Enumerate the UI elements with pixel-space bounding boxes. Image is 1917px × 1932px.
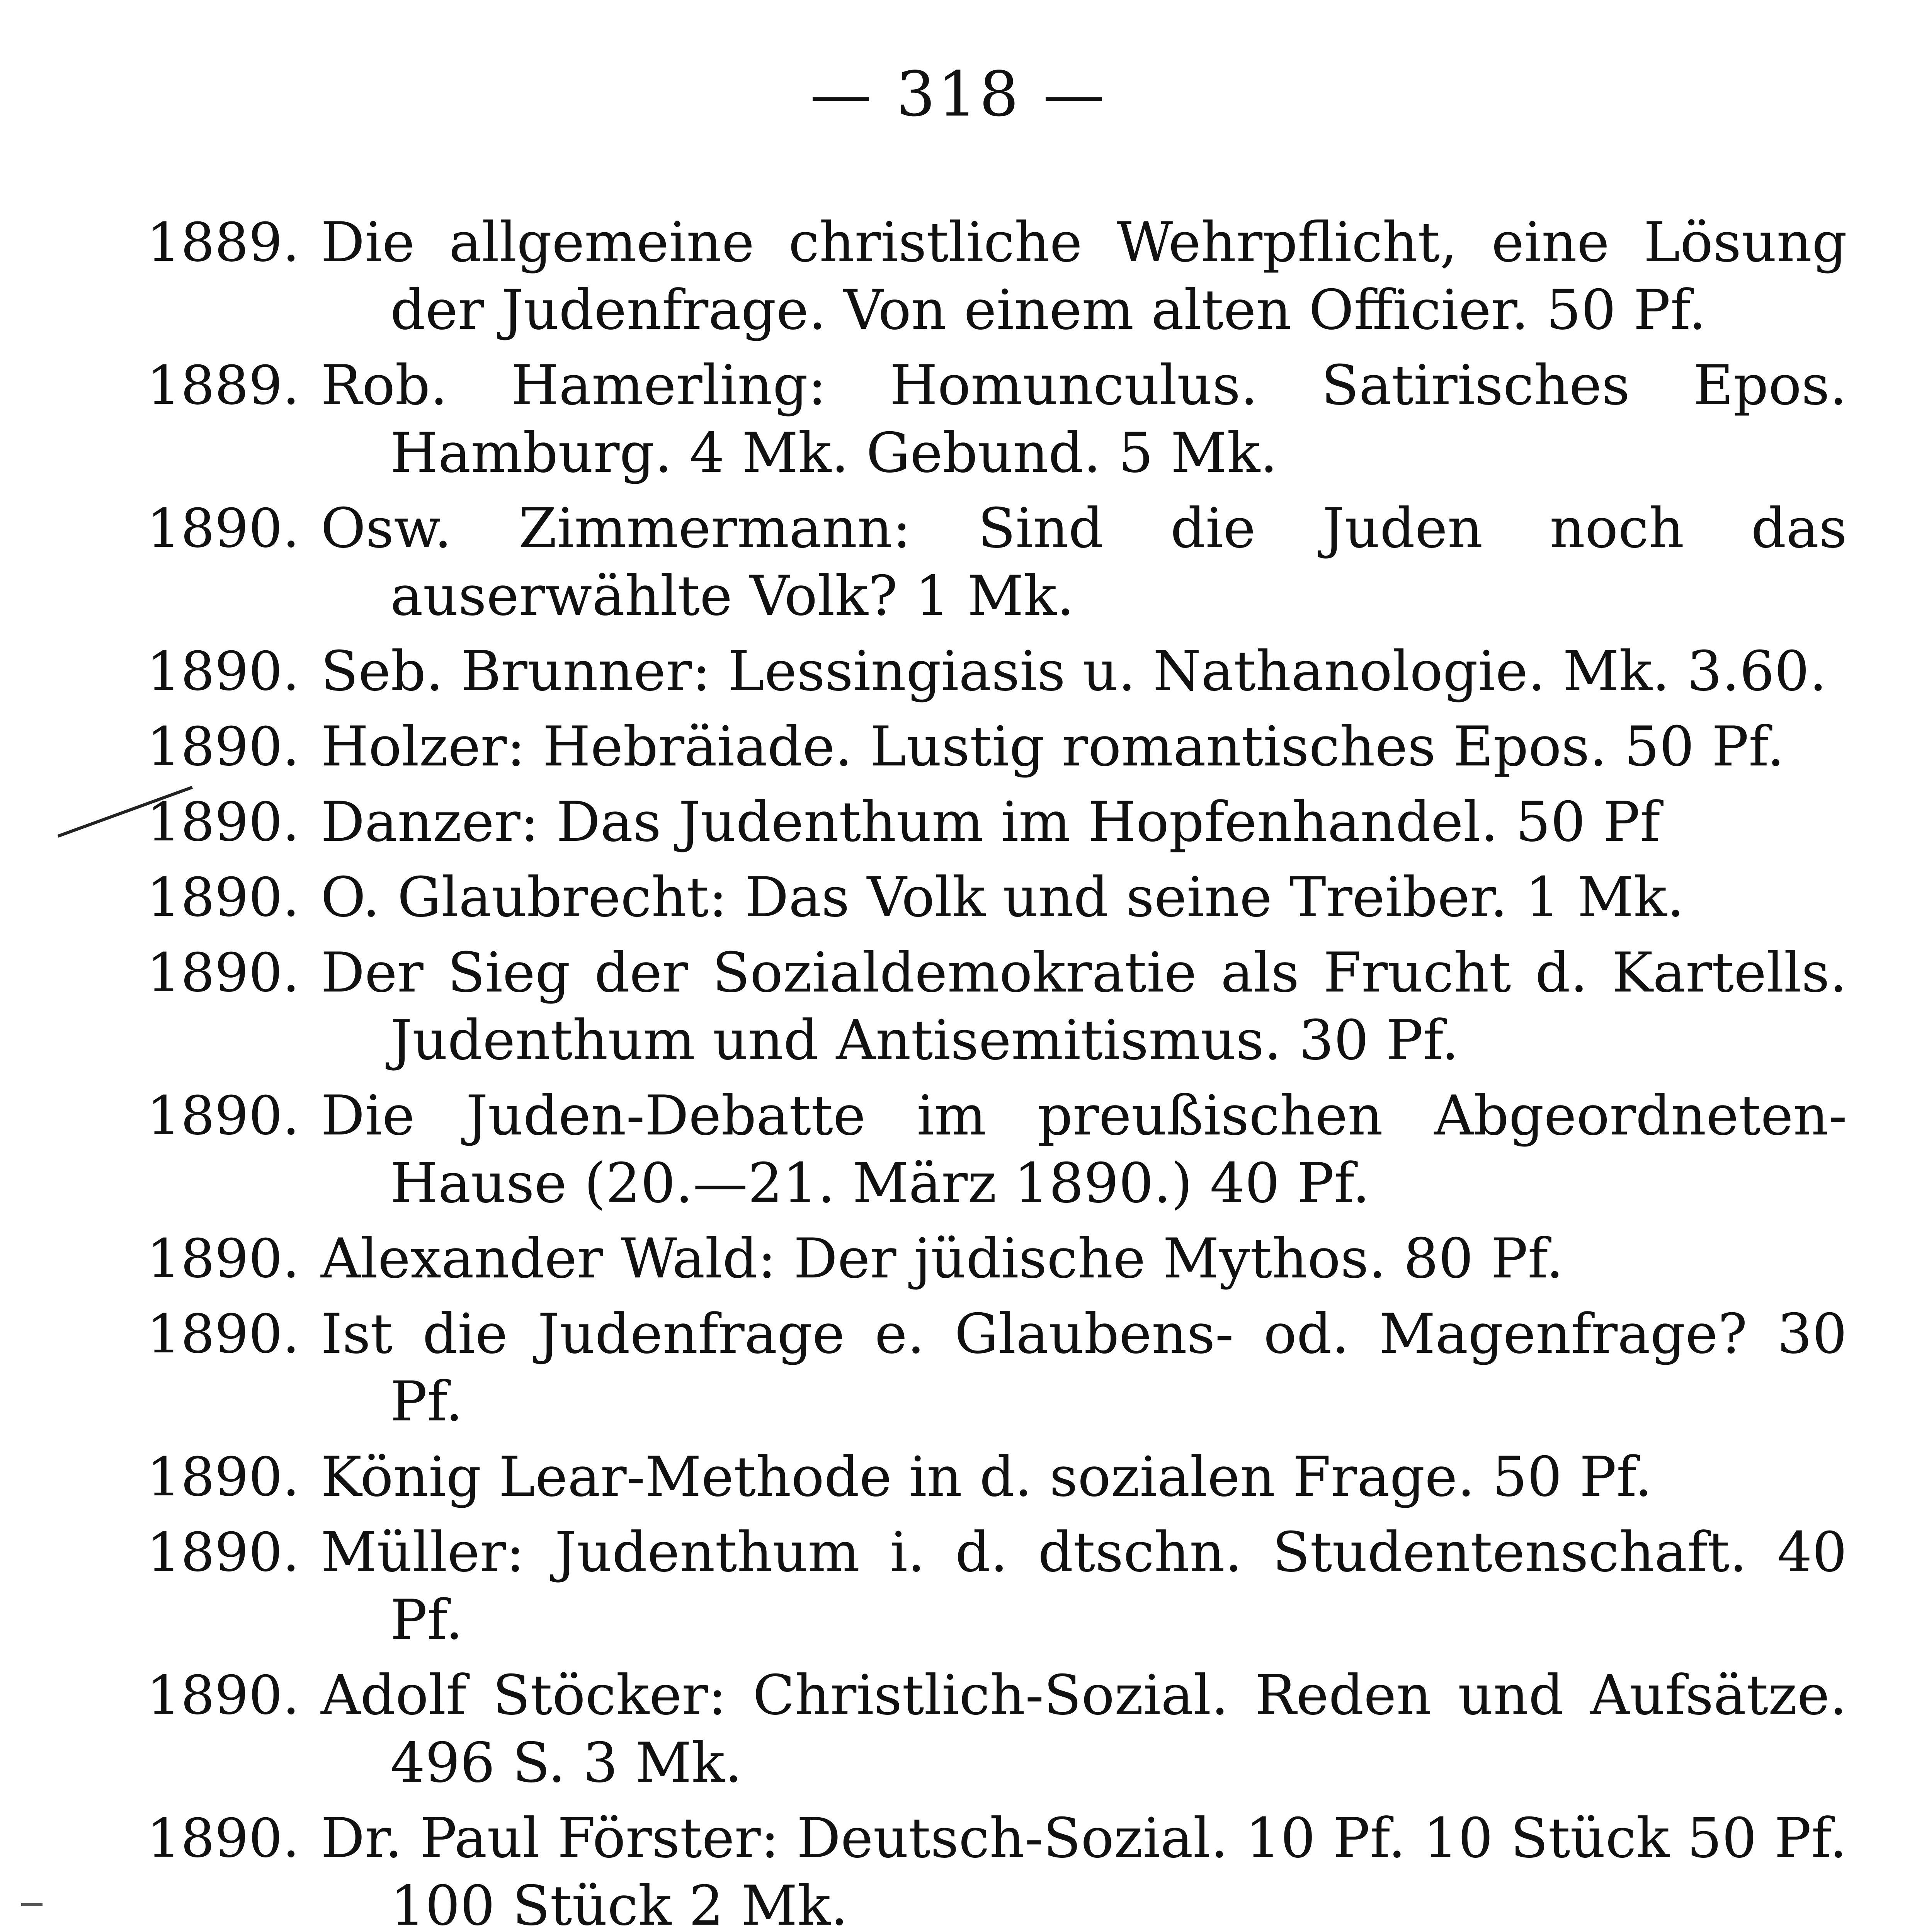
entry-text: König Lear-Methode in d. sozialen Frage. 50 Pf.	[321, 1445, 1652, 1509]
entry-text: Ist die Judenfrage e. Glaubens- od. Magenfrage? 30 Pf.	[321, 1302, 1847, 1434]
list-item	[147, 495, 1847, 630]
entry-text: Adolf Stöcker: Christlich-Sozial. Reden und Aufsätze. 496 S. 3 Mk.	[321, 1663, 1847, 1795]
list-item	[147, 1225, 1847, 1293]
entry-year: 1889.	[147, 211, 300, 274]
entry-text: O. Glaubrecht: Das Volk und seine Treiber. 1 Mk.	[321, 866, 1684, 929]
entry-text: Müller: Judenthum i. d. dtschn. Studentenschaft. 40 Pf.	[321, 1520, 1847, 1652]
entry-year: 1890.	[147, 1521, 300, 1583]
entry-year: 1890.	[147, 1303, 300, 1365]
list-item	[147, 788, 1847, 856]
list-item	[147, 1300, 1847, 1435]
entry-text: Holzer: Hebräiade. Lustig romantisches Epos. 50 Pf.	[321, 715, 1784, 779]
entry-text: Seb. Brunner: Lessingiasis u. Nathanologie. Mk. 3.60.	[321, 639, 1827, 703]
list-item	[147, 1082, 1847, 1217]
entry-text: Die allgemeine christliche Wehrpflicht, eine Lösung der Judenfrage. Von einem alten Officier. 50 Pf.	[321, 211, 1847, 342]
entry-year: 1890.	[147, 640, 300, 702]
entry-year: 1890.	[147, 1446, 300, 1508]
entry-year: 1889.	[147, 354, 300, 417]
entry-text: Dr. Paul Förster: Deutsch-Sozial. 10 Pf. 10 Stück 50 Pf. 100 Stück 2 Mk.	[321, 1806, 1847, 1932]
entry-year: 1890.	[147, 497, 300, 560]
list-item	[147, 638, 1847, 705]
entry-year: 1890.	[147, 1085, 300, 1147]
list-item	[147, 1662, 1847, 1797]
entry-text: Osw. Zimmermann: Sind die Juden noch das auserwählte Volk? 1 Mk.	[321, 497, 1847, 628]
entry-text: Der Sieg der Sozialdemokratie als Frucht d. Kartells. Judenthum und Antisemitismus. 30 Pf.	[321, 941, 1847, 1072]
entry-text: Rob. Hamerling: Homunculus. Satirisches Epos. Hamburg. 4 Mk. Gebund. 5 Mk.	[321, 354, 1847, 485]
margin-tick-mark	[21, 1903, 43, 1906]
entry-year: 1890.	[147, 1228, 300, 1290]
list-item	[147, 1519, 1847, 1654]
entry-text: Danzer: Das Judenthum im Hopfenhandel. 50 Pf	[321, 790, 1660, 854]
entry-year: 1890.	[147, 942, 300, 1004]
entry-year: 1890.	[147, 1807, 300, 1869]
entry-year: 1890.	[147, 1664, 300, 1726]
entry-year: 1890.	[147, 791, 300, 853]
entry-text: Alexander Wald: Der jüdische Mythos. 80 Pf.	[321, 1227, 1564, 1291]
list-item	[147, 209, 1847, 344]
page-number: — 318 —	[810, 58, 1107, 130]
bibliography-list	[147, 209, 1847, 1932]
list-item	[147, 1804, 1847, 1932]
list-item	[147, 352, 1847, 487]
list-item	[147, 713, 1847, 781]
list-item	[147, 864, 1847, 931]
entry-year: 1890.	[147, 866, 300, 929]
list-item	[147, 1443, 1847, 1511]
list-item	[147, 939, 1847, 1074]
entry-text: Die Juden-Debatte im preußischen Abgeordneten-Hause (20.—21. März 1890.) 40 Pf.	[321, 1084, 1847, 1215]
entry-year: 1890.	[147, 716, 300, 778]
